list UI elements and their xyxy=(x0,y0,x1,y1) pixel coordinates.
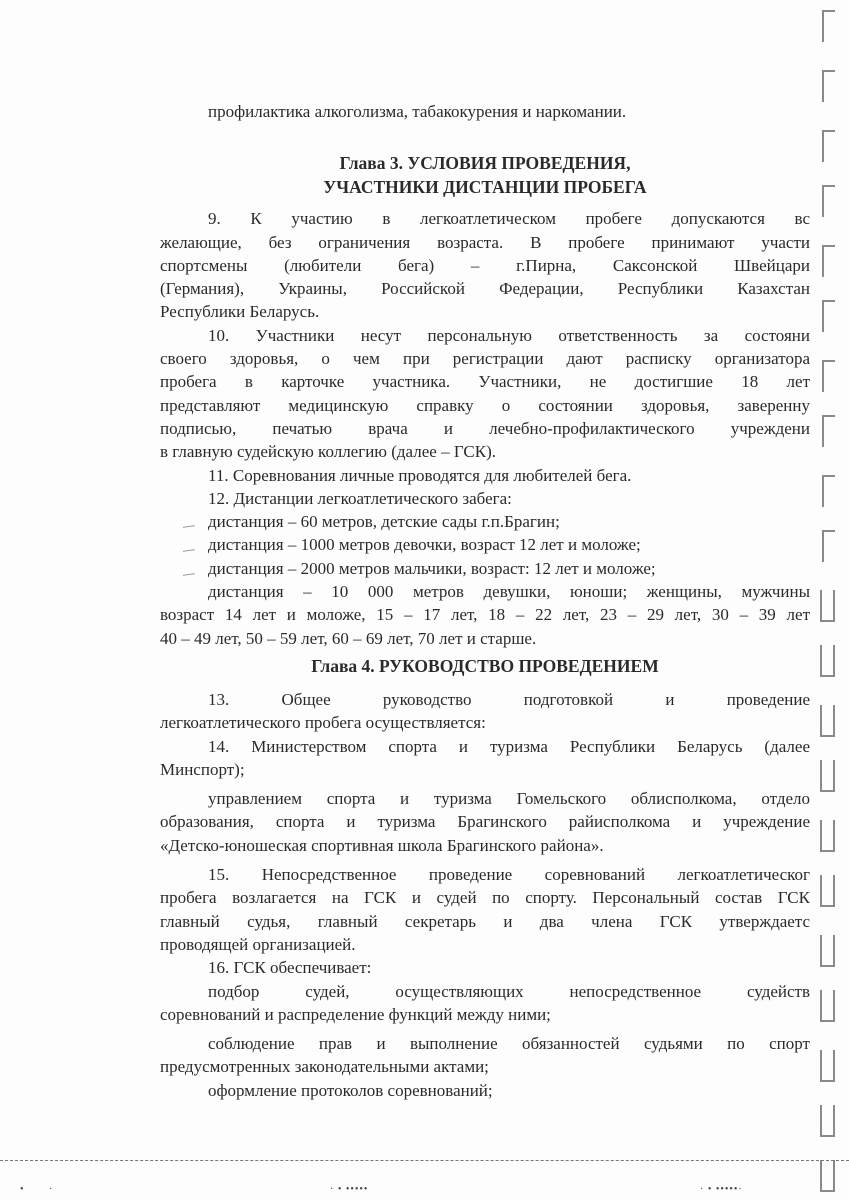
binder-mark xyxy=(822,415,835,447)
distance-item: дистанция – 60 метров, детские сады г.п.Брагин; xyxy=(208,512,560,532)
bottom-scan-rule xyxy=(0,1160,849,1161)
p14b-line: управлением спорта и туризма Гомельского облисполкома, отдело xyxy=(208,789,810,809)
p15-line: пробега возлагается на ГСК и судей по спорту. Персональный состав ГСК xyxy=(160,888,810,908)
p9-line: Республики Беларусь. xyxy=(160,302,320,322)
binder-mark xyxy=(820,875,835,907)
p14b-line: «Детско-юношеская спортивная школа Брагинского района». xyxy=(160,835,604,855)
binder-mark xyxy=(822,10,835,42)
p14b-line: образования, спорта и туризма Брагинского райисполкома и учреждение xyxy=(160,812,810,832)
binder-mark xyxy=(822,245,835,277)
chapter3-title-line2: УЧАСТНИКИ ДИСТАНЦИИ ПРОБЕГА xyxy=(323,177,647,198)
p16a-line: соревнований и распределение функций между ними; xyxy=(160,1004,551,1024)
distance-item: дистанция – 1000 метров девочки, возраст 12 лет и моложе; xyxy=(208,535,641,555)
binder-mark xyxy=(822,530,835,562)
p15-line: проводящей организацией. xyxy=(160,934,356,954)
scan-dots: · • ••••• xyxy=(330,1184,369,1195)
binder-mark xyxy=(820,1160,835,1192)
p9-line: (Германия), Украины, Российской Федерации, Республики Казахстан xyxy=(160,279,810,299)
p11-line: 11. Соревнования личные проводятся для любителей бега. xyxy=(208,465,632,485)
binder-mark xyxy=(820,935,835,967)
p13-line: легкоатлетического пробега осуществляется: xyxy=(160,713,486,733)
distance4-line: 40 – 49 лет, 50 – 59 лет, 60 – 69 лет, 70 лет и старше. xyxy=(160,628,537,648)
binder-mark xyxy=(820,820,835,852)
binder-mark xyxy=(822,130,835,162)
p16b-line: соблюдение прав и выполнение обязанностей судьями по спорт xyxy=(208,1034,810,1054)
p10-line: подписью, печатью врача и лечебно-профилактического учреждени xyxy=(160,418,810,438)
distance4-line: возраст 14 лет и моложе, 15 – 17 лет, 18 – 22 лет, 23 – 29 лет, 30 – 39 лет xyxy=(160,605,810,625)
binder-mark xyxy=(820,590,835,622)
p16b-line: предусмотренных законодательными актами; xyxy=(160,1057,489,1077)
p10-line: пробега в карточке участника. Участники, не достигшие 18 лет xyxy=(160,372,810,392)
p16c-line: оформление протоколов соревнований; xyxy=(208,1080,493,1100)
document-body xyxy=(160,100,810,1102)
intro-line: профилактика алкоголизма, табакокурения и наркомании. xyxy=(208,102,627,121)
p16a-line: подбор судей, осуществляющих непосредственное судейств xyxy=(208,981,810,1001)
p13-line: 13. Общее руководство подготовкой и проведение xyxy=(208,689,810,709)
p10-line: 10. Участники несут персональную ответственность за состояни xyxy=(208,325,810,345)
scan-dots: · • •••••· xyxy=(700,1184,743,1195)
binder-mark xyxy=(822,70,835,102)
p10-line: представляют медицинскую справку о состоянии здоровья, заверенну xyxy=(160,395,810,415)
binder-mark xyxy=(822,300,835,332)
chapter3-title-line1: Глава 3. УСЛОВИЯ ПРОВЕДЕНИЯ, xyxy=(339,153,631,174)
distance-item: дистанция – 2000 метров мальчики, возраст: 12 лет и моложе; xyxy=(208,558,656,578)
binder-mark xyxy=(820,990,835,1022)
scan-dots: • · xyxy=(20,1184,54,1195)
binder-mark xyxy=(822,185,835,217)
binder-mark xyxy=(822,475,835,507)
p12-line: 12. Дистанции легкоатлетического забега: xyxy=(208,488,512,508)
binder-mark xyxy=(820,1105,835,1137)
p9-line: спортсмены (любители бега) – г.Пирна, Саксонской Швейцари xyxy=(160,255,810,275)
p14-line: Минспорт); xyxy=(160,759,245,779)
p9-line: 9. К участию в легкоатлетическом пробеге допускаются вс xyxy=(208,209,810,229)
p15-line: главный судья, главный секретарь и два члена ГСК утверждаетс xyxy=(160,911,810,931)
p14-line: 14. Министерством спорта и туризма Республики Беларусь (далее xyxy=(208,736,810,756)
binder-mark xyxy=(820,1050,835,1082)
binder-mark xyxy=(820,705,835,737)
p10-line: своего здоровья, о чем при регистрации дают расписку организатора xyxy=(160,349,810,369)
binder-mark xyxy=(820,645,835,677)
p16-line: 16. ГСК обеспечивает: xyxy=(208,958,372,978)
p9-line: желающие, без ограничения возраста. В пробеге принимают участи xyxy=(160,232,810,252)
binder-mark xyxy=(822,360,835,392)
chapter4-title: Глава 4. РУКОВОДСТВО ПРОВЕДЕНИЕМ xyxy=(311,655,659,676)
binder-mark xyxy=(820,760,835,792)
p15-line: 15. Непосредственное проведение соревнований легкоатлетическог xyxy=(208,865,810,885)
p10-line: в главную судейскую коллегию (далее – ГСК). xyxy=(160,442,497,462)
distance4-line: дистанция – 10 000 метров девушки, юноши; женщины, мужчины xyxy=(208,582,810,602)
